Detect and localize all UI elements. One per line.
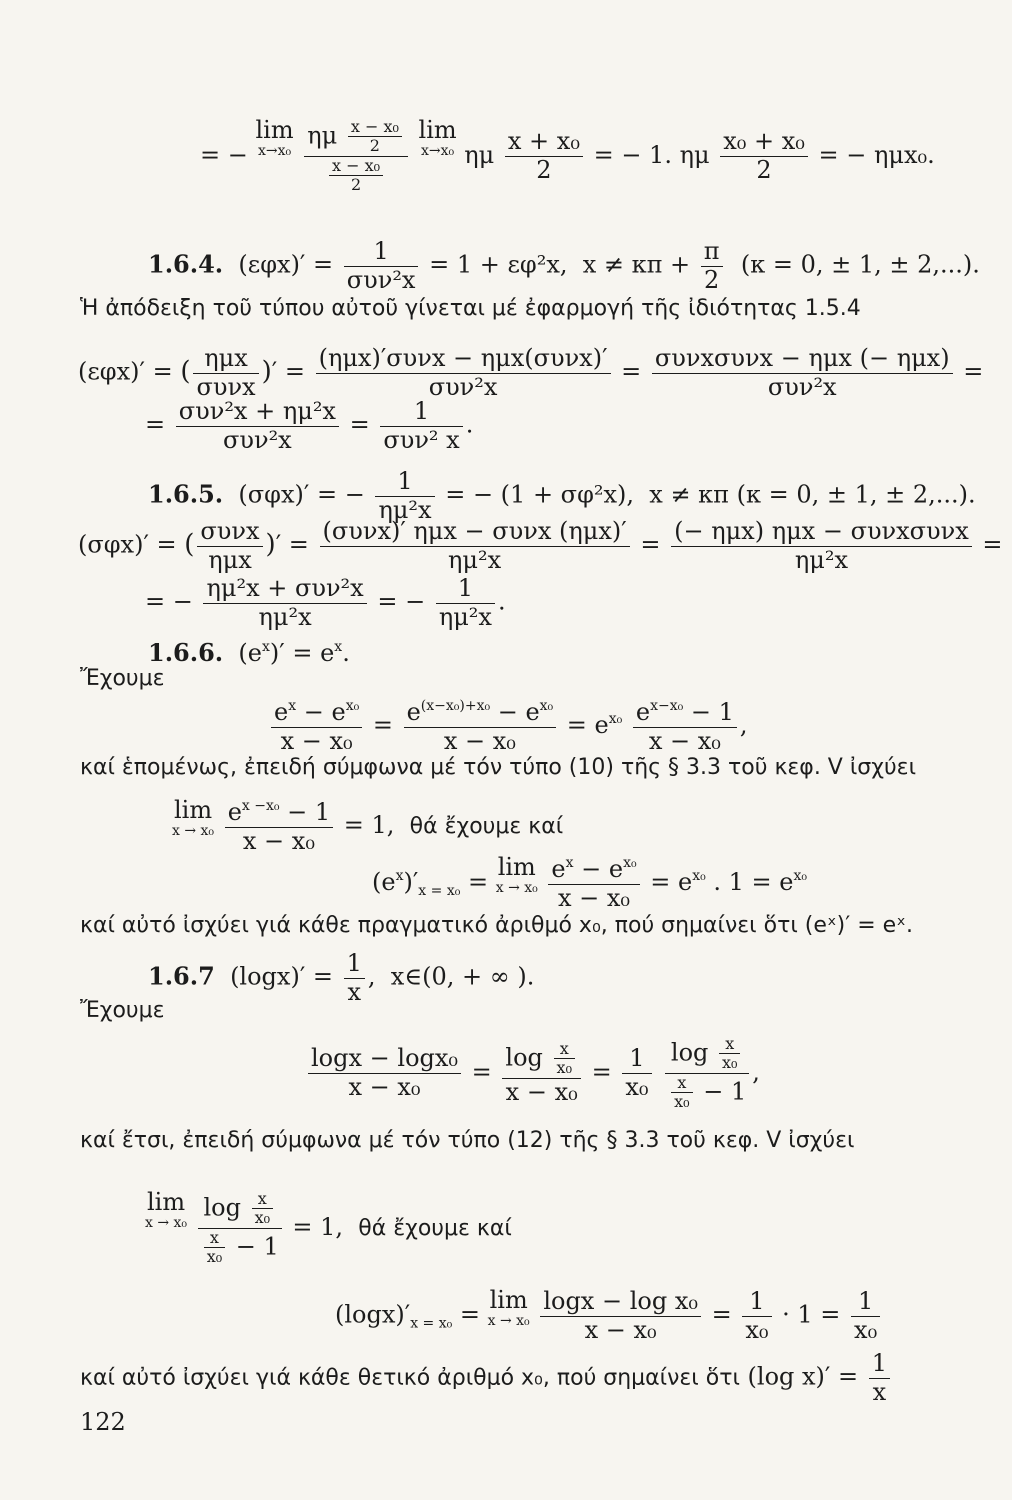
intro-text-1-6-7: Ἔχουμε [80, 998, 165, 1023]
derivation-cot-1: (σφx)′ = ( $\frac{\text{συνx}}{\text{ημx}}$ )′ = $\frac{\text{(συνx)′ ημx − συνx (ημx)′}}{\text{ημ²x}}$ = $\frac{\text{(− ημx) ημx − συνxσυνx}}{\text{ημ²x}}$ = [78, 517, 1003, 574]
section-number: 1.6.5. [148, 479, 224, 509]
section-number: 1.6.4. [148, 249, 224, 279]
section-number: 1.6.7 [148, 961, 215, 991]
derivation-tan-2: = $\frac{\text{συν²x + ημ²x}}{\text{συν²x}}$ = $\frac{1}{\text{συν² x}}$ . [145, 397, 474, 454]
section-1-6-4-formula: 1.6.4. (εφx)′ = $\frac{1}{\text{συν²x}}$ = 1 + εφ²x, x ≠ κπ + $\frac{\pi}{2}$ (κ = 0, ± 1, ± 2,...). [148, 237, 980, 294]
text-1-6-7-a: καί ἔτσι, ἐπειδή σύμφωνα μέ τόν τύπο (12) τῆς § 3.3 τοῦ κεφ. V ἰσχύει [80, 1128, 855, 1153]
exp-equation-1: $\frac{e^x - e^{x_0}}{\text{x − x₀}}$ = $\frac{e^{(x-x_0)+x_0} - e^{x_0}}{\text{x − x₀}}$ = $e^{x_0}$ $\frac{e^{x-x_0} - 1}{\text{x − x₀}}$ , [268, 698, 748, 755]
derivation-cot-2: = − $\frac{\text{ημ²x + συν²x}}{\text{ημ²x}}$ = − $\frac{1}{\text{ημ²x}}$ . [145, 574, 506, 631]
section-number: 1.6.6. [148, 638, 224, 667]
exp-limit-1: lim x → x₀ $\frac{e^{x -x_0} - 1}{\text{x − x₀}}$ = 1, θά ἔχουμε καί [172, 796, 564, 855]
log-equation-2: $(\log x)'_{x = x_0} = \lim$ x → x₀ $\frac{\text{logx − log x₀}}{\text{x − x₀}}$ = $\frac{1}{\text{x₀}}$ · 1 = $\frac{1}{\text{x₀}}$ [335, 1288, 883, 1344]
log-limit-1: lim x → x₀ log $\frac{x}{\text{x₀}}$ $\frac{x}{\text{x₀}}$ − 1 = 1, θά ἔχουμε καί [145, 1188, 512, 1267]
page-number: 122 [80, 1408, 126, 1436]
log-equation-1: $\frac{\text{logx − logx₀}}{\text{x − x₀}}$ = log $\frac{x}{\text{x₀}}$ x − x₀ = $\frac{1}{\text{x₀}}$ log $\frac{x}{\text{x₀}}$ $\frac{x}{\text{x₀}}$ − 1 , [305, 1035, 760, 1112]
section-1-6-7-formula: 1.6.7 (logx)′ = $\frac{1}{x}$ , x∈(0, + ∞ ). [148, 949, 535, 1006]
text-1-6-7-b: καί αὐτό ἰσχύει γιά κάθε θετικό ἀριθμό x₀, πού σημαίνει ὅτι (log x)′ = $\frac{1}{x}$ [80, 1350, 893, 1406]
sin-half-difference-fraction: ημ $\frac{\text{x − x₀}}{2}$ $\frac{\text{x − x₀}}{2}$ [304, 118, 408, 195]
half-sum-fraction-2: $\frac{\text{x₀ + x₀}}{2}$ [720, 128, 808, 184]
lim-operator-2: lim x→x₀ [418, 116, 457, 159]
text-1-6-6-b: καί αὐτό ἰσχύει γιά κάθε πραγματικό ἀριθμό x₀, πού σημαίνει ὅτι (eˣ)′ = eˣ. [80, 913, 913, 938]
derivation-tan-1: (εφx)′ = ( $\frac{\text{ημx}}{\text{συνx}}$ )′ = $\frac{\text{(ημx)′συνx − ημx(συνx)′}}{\text{συν²x}}$ = $\frac{\text{συνxσυνx − ημx (− ημx)}}{\text{συν²x}}$ = [78, 344, 984, 401]
half-sum-fraction: $\frac{\text{x + x₀}}{2}$ [505, 128, 583, 184]
proof-text-1-6-4: Ἡ ἀπόδειξη τοῦ τύπου αὐτοῦ γίνεται μέ ἐφαρμογή τῆς ἰδιότητας 1.5.4 [80, 296, 861, 321]
section-1-6-6-formula: 1.6.6. $(e^x)' = e^x$. [148, 638, 350, 667]
equation-lead: = − [200, 140, 248, 169]
lim-operator: lim x→x₀ [255, 116, 294, 159]
exp-equation-2: $(e^x)'_{x = x_0} = \lim$ x → x₀ $\frac{e^x - e^{x_0}}{\text{x − x₀}}$ = $e^{x_0}$ . $1 = e^{x_0}$ [372, 853, 807, 912]
equation-sin-limit: = − lim x→x₀ ημ $\frac{\text{x − x₀}}{2}$ $\frac{\text{x − x₀}}{2}$ lim x→x₀ ημ $\frac{\text{x + x₀}}{2}$ = − 1. ημ $\frac{\text{x₀ + x₀}}{2}$ = − ημx₀. [200, 116, 935, 195]
intro-text-1-6-6: Ἔχουμε [80, 666, 165, 691]
section-1-6-5-formula: 1.6.5. (σφx)′ = − $\frac{1}{\text{ημ²x}}$ = − (1 + σφ²x), x ≠ κπ (κ = 0, ± 1, ± 2,...). [148, 467, 976, 524]
text-1-6-6-a: καί ἑπομένως, ἐπειδή σύμφωνα μέ τόν τύπο (10) τῆς § 3.3 τοῦ κεφ. V ἰσχύει [80, 755, 917, 780]
